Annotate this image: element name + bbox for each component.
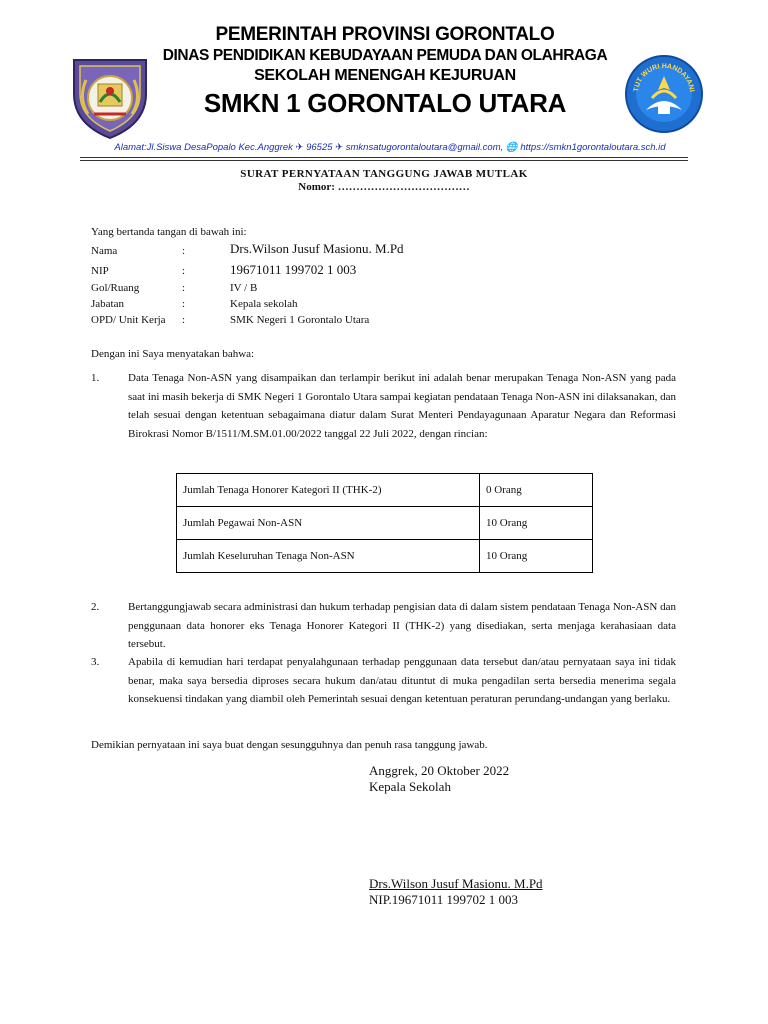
identity-sep: : (182, 265, 186, 277)
statement-intro: Dengan ini Saya menyatakan bahwa: (91, 348, 255, 360)
identity-value-name: Drs.Wilson Jusuf Masionu. M.Pd (230, 241, 404, 256)
signature-nip: NIP.19671011 199702 1 003 (369, 892, 519, 907)
identity-label-name: Nama (91, 245, 118, 257)
table-row (177, 540, 593, 573)
item-number: 1. (91, 372, 100, 384)
table-cell-value: 10 Orang (480, 540, 593, 573)
header-department: DINAS PENDIDIKAN KEBUDAYAAN PEMUDA DAN OLAHRAGA (162, 47, 608, 64)
letter-number: Nomor: ……………………………… (298, 181, 470, 193)
table-cell-value: 10 Orang (480, 507, 593, 540)
school-address: Alamat:Jl.Siswa DesaPopalo Kec.Anggrek ✈ 96525 ✈ smknsatugorontaloutara@gmail.com, 🌐 https://smkn1gorontaloutara.sch.id (114, 142, 666, 153)
table-row (177, 474, 593, 507)
table-row (177, 507, 593, 540)
statement-item-3: Apabila di kemudian hari terdapat penyalahgunaan terhadap penggunaan data tersebut dan/atau pernyataan saya ini tidak benar, maka saya bersedia diproses secara hukum dan/atau dituntut di muka pengadilan serta bersedia menerima segala konsekuensi tindakan yang diambil oleh Pemerintah sesuai dengan ketentuan peraturan perundang-undangan yang berlaku. (128, 656, 676, 706)
letter-title: SURAT PERNYATAAN TANGGUNG JAWAB MUTLAK (240, 168, 528, 180)
identity-label-position: Jabatan (91, 298, 124, 310)
closing-text: Demikian pernyataan ini saya buat dengan sesungguhnya dan penuh rasa tanggung jawab. (91, 739, 488, 751)
header-divider-thick (80, 157, 688, 158)
item-number: 3. (91, 656, 100, 668)
identity-sep: : (182, 282, 186, 294)
staff-summary-table (176, 473, 593, 573)
identity-value-grade: IV / B (230, 282, 258, 294)
table-cell-label: Jumlah Pegawai Non-ASN (177, 507, 480, 540)
statement-item-1: Data Tenaga Non-ASN yang disampaikan dan terlampir berikut ini adalah benar merupakan Tenaga Non-ASN yang pada saat ini masih bekerja di SMK Negeri 1 Gorontalo Utara sampai kegiatan pendataan Tenaga Non-ASN ini dilaksanakan, dan telah sesuai dengan ketentuan sebagaimana diatur dalam Surat Menteri Pendayagunaan Aparatur Negara dan Reformasi Birokrasi Nomor B/1511/M.SM.01.00/2022 tanggal 22 Juli 2022, dengan rincian: (128, 372, 676, 440)
province-emblem-logo (68, 54, 152, 140)
logo-motto: TUT WURI HANDAYANI (633, 62, 695, 93)
identity-sep: : (182, 314, 186, 326)
table-cell-value: 0 Orang (480, 474, 593, 507)
identity-value-position: Kepala sekolah (230, 298, 298, 310)
statement-item-2: Bertanggungjawab secara administrasi dan hukum terhadap pengisian data di dalam sistem pendataan Tenaga Non-ASN dan penggunaan data honorer eks Tenaga Honorer Kategori II (THK-2) yang disediakan, serta menjaga kerahasiaan data tersebut. (128, 601, 676, 651)
signature-position: Kepala Sekolah (369, 779, 451, 794)
identity-label-grade: Gol/Ruang (91, 282, 140, 294)
identity-value-unit: SMK Negeri 1 Gorontalo Utara (230, 314, 370, 326)
signature-name: Drs.Wilson Jusuf Masionu. M.Pd (369, 876, 543, 891)
table-cell-label: Jumlah Keseluruhan Tenaga Non-ASN (177, 540, 480, 573)
tut-wuri-handayani-logo (624, 54, 704, 134)
signature-place-date: Anggrek, 20 Oktober 2022 (369, 763, 510, 778)
item-number: 2. (91, 601, 100, 613)
identity-sep: : (182, 245, 186, 257)
header-school-name: SMKN 1 GORONTALO UTARA (203, 88, 567, 118)
identity-sep: : (182, 298, 186, 310)
header-divider-thin (80, 160, 688, 161)
identity-label-unit: OPD/ Unit Kerja (91, 314, 166, 326)
identity-value-nip: 19671011 199702 1 003 (230, 262, 357, 277)
table-cell-label: Jumlah Tenaga Honorer Kategori II (THK-2) (177, 474, 480, 507)
intro-text: Yang bertanda tangan di bawah ini: (91, 226, 247, 238)
header-government: PEMERINTAH PROVINSI GORONTALO (215, 24, 555, 45)
header-school-type: SEKOLAH MENENGAH KEJURUAN (254, 67, 516, 84)
identity-label-nip: NIP (91, 265, 109, 277)
